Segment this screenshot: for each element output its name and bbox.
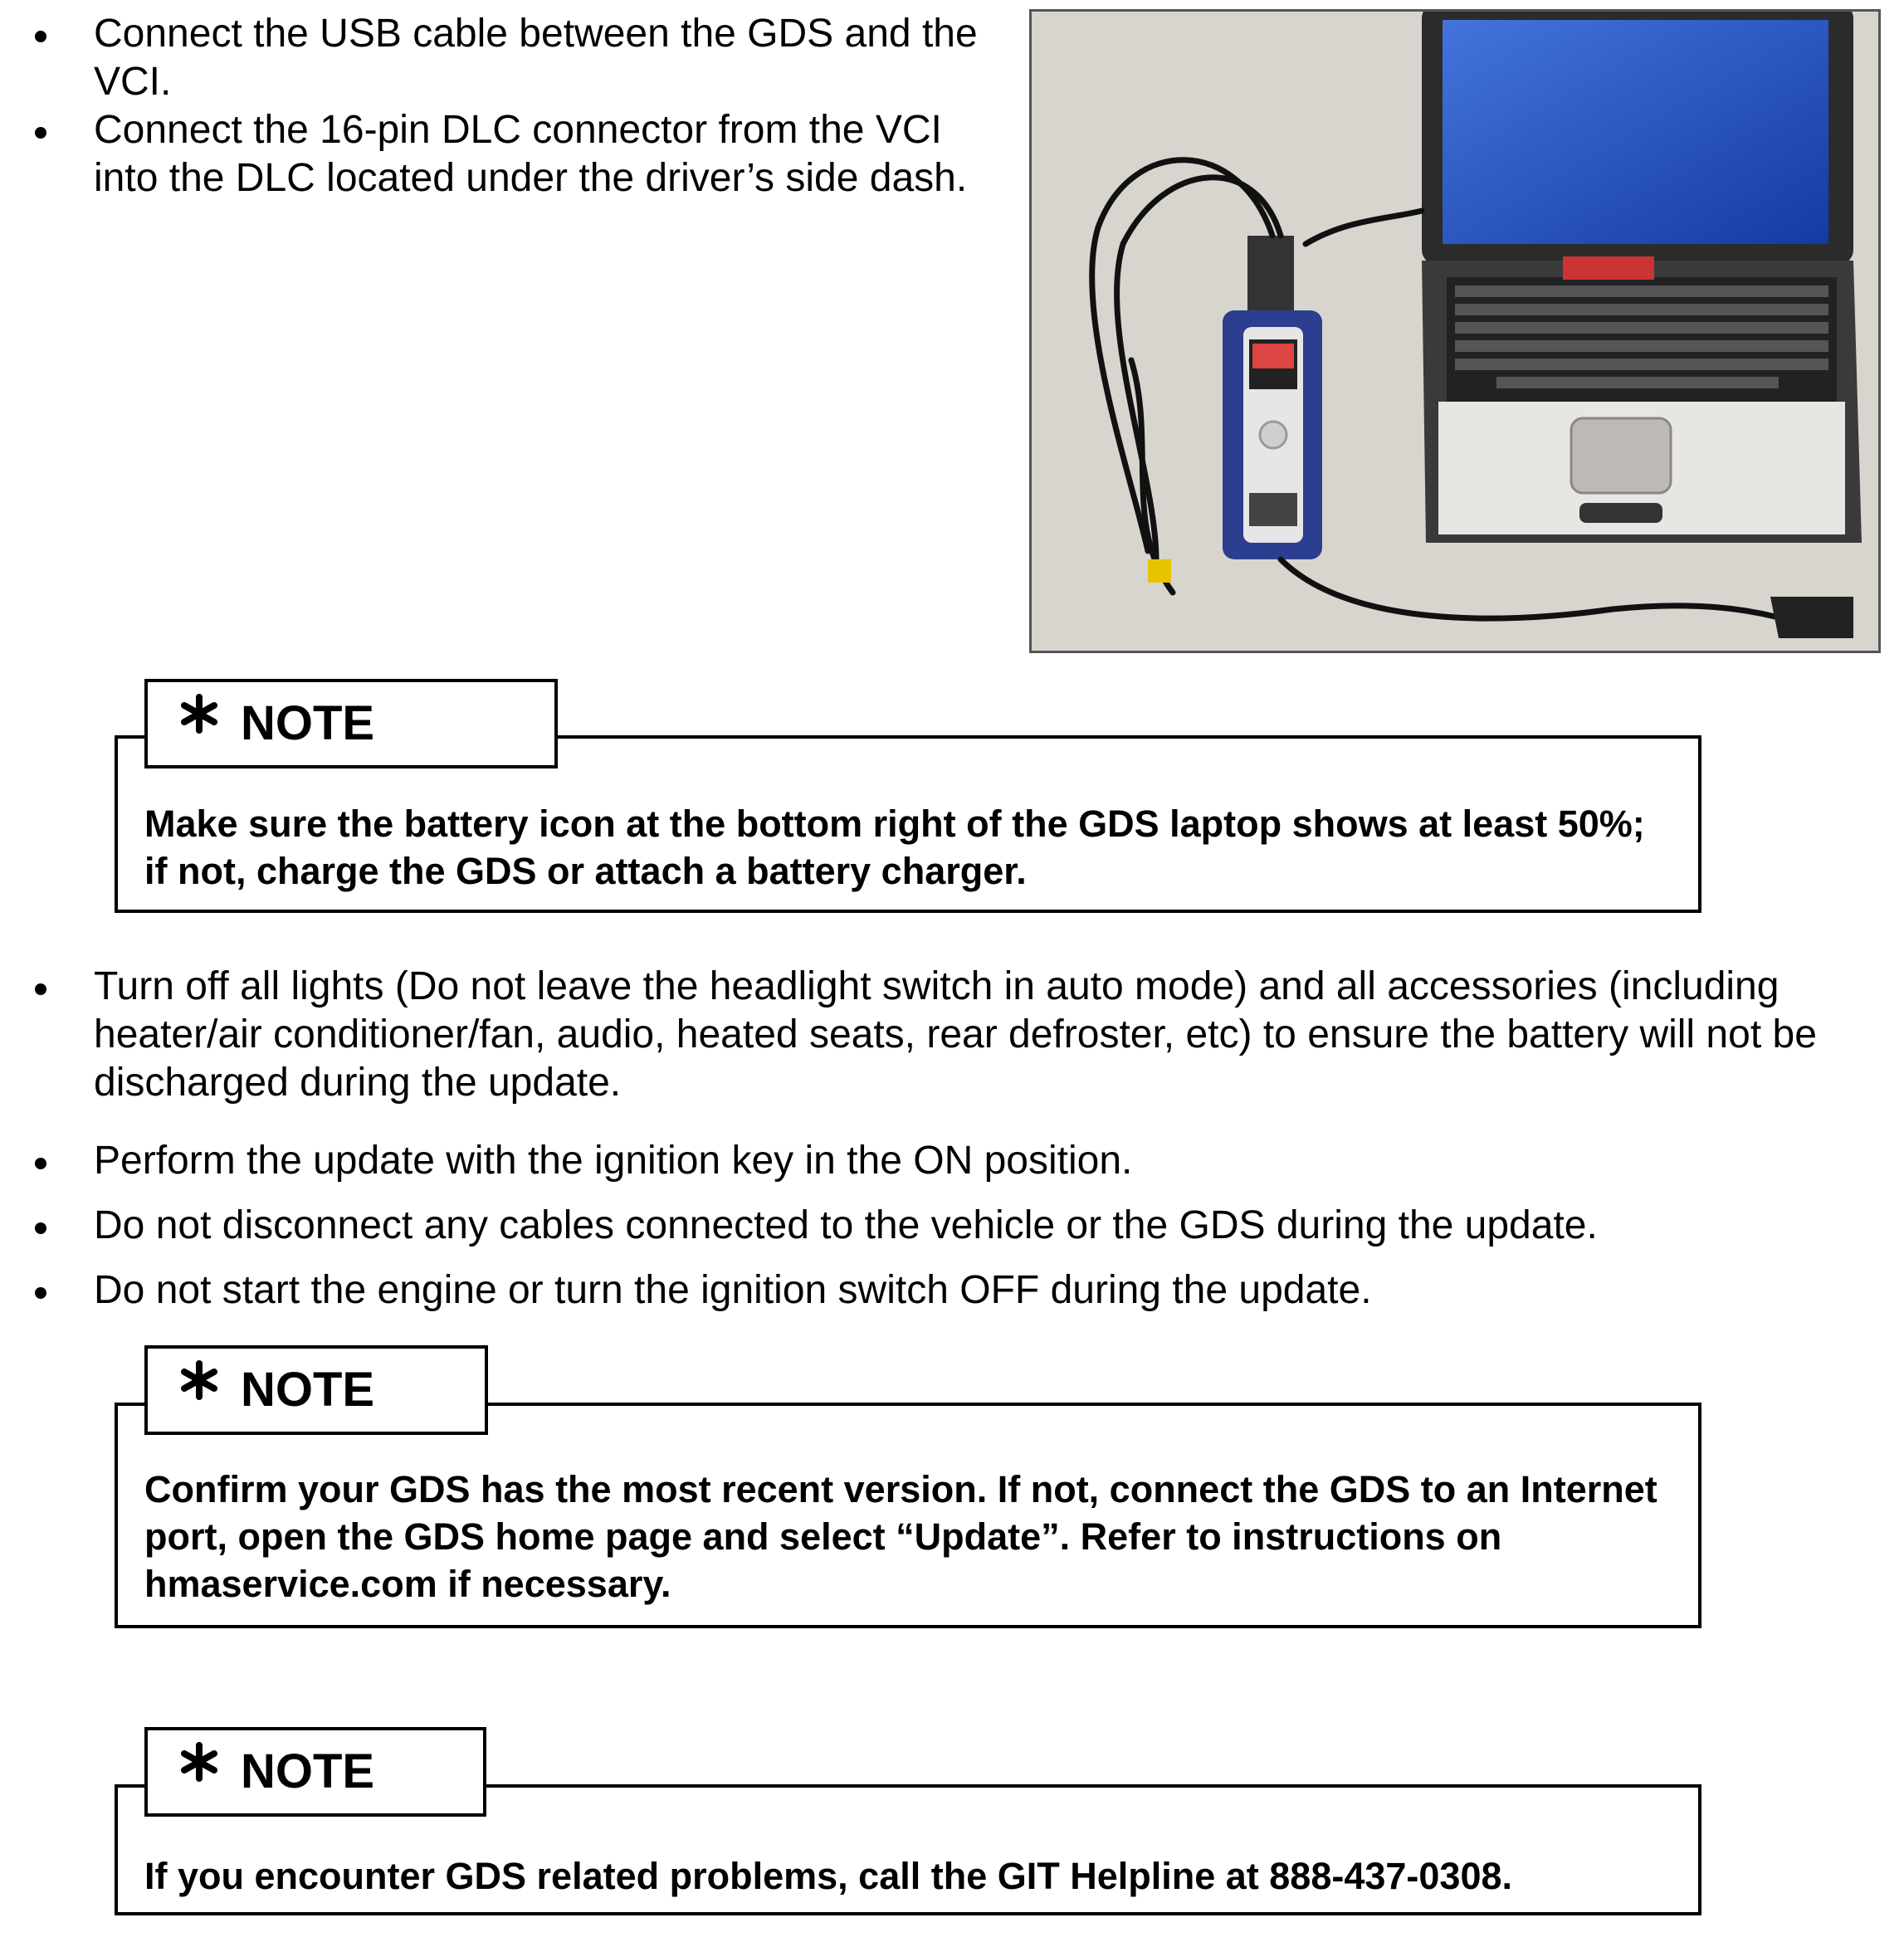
note-box-update [115,1403,1701,1628]
bullet-item: Turn off all lights (Do not leave the headlight switch in auto mode) and all accessories (including heater/air conditioner/fan, audio, heated seats, rear defroster, etc) to ensure the battery will not be discharged during the update. [0,963,1859,1107]
note-header [144,1727,486,1817]
note-text: Make sure the battery icon at the bottom right of the GDS laptop shows at least 50%; if not, charge the GDS or attach a battery charger. [144,803,1645,892]
asterisk-icon [179,1742,219,1782]
asterisk-icon [179,694,219,734]
note-text: If you encounter GDS related problems, call the GIT Helpline at 888-437-0308. [144,1855,1513,1897]
note-text: Confirm your GDS has the most recent version. If not, connect the GDS to an Internet port, open the GDS home page and select “Update”. Refer to instructions on hmaservice.com if necessary. [144,1468,1657,1605]
bullet-list-precautions [0,963,1859,1331]
bullet-list-connection-steps [0,10,1013,202]
note-label: NOTE [241,1363,375,1417]
laptop-icon [1422,12,1862,543]
note-header [144,1345,488,1435]
bullet-item: Perform the update with the ignition key in the ON position. [0,1137,1859,1185]
note-header [144,679,558,768]
gds-laptop-vci-photo [1029,9,1881,653]
bullet-item: Connect the 16-pin DLC connector from the VCI into the DLC located under the driver’s side dash. [0,106,1013,202]
bullet-item: Do not start the engine or turn the ignition switch OFF during the update. [0,1266,1859,1315]
bullet-item: Do not disconnect any cables connected to the vehicle or the GDS during the update. [0,1202,1859,1250]
bullet-item: Connect the USB cable between the GDS and the VCI. [0,10,1013,106]
asterisk-icon [179,1360,219,1400]
note-label: NOTE [241,1744,375,1798]
note-label: NOTE [241,696,375,750]
